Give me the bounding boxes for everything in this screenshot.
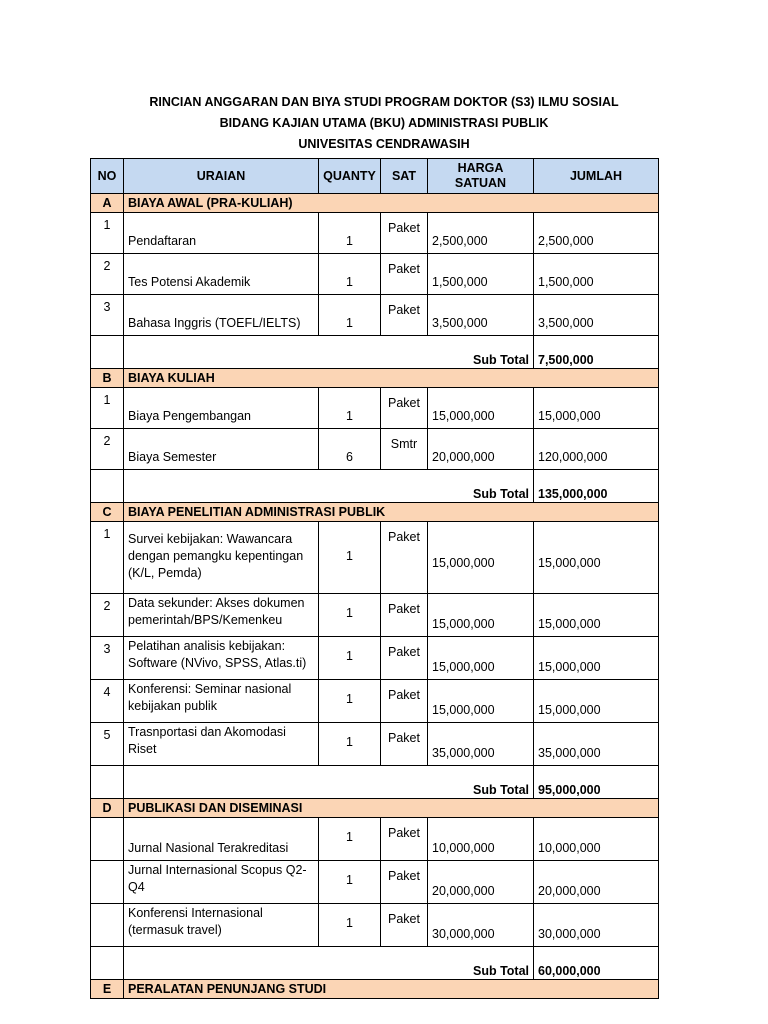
table-row [91,637,659,680]
item-unit: Smtr [381,429,428,470]
item-uraian: Jurnal Internasional Scopus Q2-Q4 [124,861,319,904]
item-uraian: Pelatihan analisis kebijakan: Software (NVivo, SPSS, Atlas.ti) [124,637,319,680]
item-no: 3 [91,295,124,336]
subtotal-label: Sub Total [124,766,534,799]
item-unit: Paket [381,295,428,336]
item-unit: Paket [381,861,428,904]
header-harga-line-1: HARGA [457,161,504,175]
item-uraian: Jurnal Nasional Terakreditasi [124,818,319,861]
item-amount: 30,000,000 [534,904,659,947]
item-unit: Paket [381,254,428,295]
subtotal-empty-cell [91,336,124,369]
subtotal-value: 135,000,000 [534,470,659,503]
table-row [91,723,659,766]
item-no: 1 [91,388,124,429]
document-title-block [0,92,768,155]
item-quantity: 1 [319,637,381,680]
table-row [91,254,659,295]
budget-table [90,158,659,999]
item-unit: Paket [381,522,428,594]
header-jumlah: JUMLAH [534,159,659,194]
table-header-row [91,159,659,194]
section-code: C [91,503,124,522]
item-quantity: 1 [319,723,381,766]
item-uraian: Tes Potensi Akademik [124,254,319,295]
subtotal-label: Sub Total [124,336,534,369]
item-unit: Paket [381,388,428,429]
title-line-3: UNIVESITAS CENDRAWASIH [298,137,470,151]
item-uraian: Trasnportasi dan Akomodasi Riset [124,723,319,766]
item-no: 1 [91,213,124,254]
subtotal-row [91,947,659,980]
item-no: 2 [91,594,124,637]
item-no: 2 [91,254,124,295]
header-harga-line-2: SATUAN [454,176,507,190]
section-code: B [91,369,124,388]
item-amount: 3,500,000 [534,295,659,336]
header-uraian: URAIAN [124,159,319,194]
item-quantity: 1 [319,594,381,637]
item-unit-price: 15,000,000 [428,522,534,594]
item-unit-price: 1,500,000 [428,254,534,295]
item-amount: 15,000,000 [534,637,659,680]
item-amount: 10,000,000 [534,818,659,861]
item-no: 1 [91,522,124,594]
item-unit: Paket [381,680,428,723]
item-unit: Paket [381,904,428,947]
item-no: 3 [91,637,124,680]
item-unit-price: 2,500,000 [428,213,534,254]
item-quantity: 1 [319,522,381,594]
header-harga-satuan [428,159,534,194]
item-no: 2 [91,429,124,470]
item-quantity: 1 [319,295,381,336]
table-row [91,818,659,861]
subtotal-row [91,470,659,503]
section-row [91,980,659,999]
header-quanty: QUANTY [319,159,381,194]
item-amount: 20,000,000 [534,861,659,904]
subtotal-empty-cell [91,766,124,799]
item-unit-price: 15,000,000 [428,388,534,429]
section-row [91,194,659,213]
item-unit-price: 35,000,000 [428,723,534,766]
table-row [91,861,659,904]
section-row [91,369,659,388]
section-title: PERALATAN PENUNJANG STUDI [124,980,659,999]
table-row [91,904,659,947]
section-title: BIAYA PENELITIAN ADMINISTRASI PUBLIK [124,503,659,522]
section-row [91,503,659,522]
item-unit: Paket [381,637,428,680]
item-uraian: Konferensi Internasional (termasuk travel) [124,904,319,947]
subtotal-row [91,336,659,369]
item-unit-price: 10,000,000 [428,818,534,861]
item-unit-price: 20,000,000 [428,429,534,470]
item-quantity: 6 [319,429,381,470]
item-uraian: Konferensi: Seminar nasional kebijakan publik [124,680,319,723]
item-no [91,904,124,947]
item-amount: 35,000,000 [534,723,659,766]
item-unit-price: 15,000,000 [428,680,534,723]
item-unit: Paket [381,213,428,254]
item-uraian: Data sekunder: Akses dokumen pemerintah/BPS/Kemenkeu [124,594,319,637]
item-unit-price: 30,000,000 [428,904,534,947]
subtotal-empty-cell [91,947,124,980]
item-quantity: 1 [319,213,381,254]
subtotal-empty-cell [91,470,124,503]
item-amount: 1,500,000 [534,254,659,295]
title-line-1: RINCIAN ANGGARAN DAN BIYA STUDI PROGRAM DOKTOR (S3) ILMU SOSIAL [149,95,619,109]
item-uraian: Pendaftaran [124,213,319,254]
section-code: A [91,194,124,213]
subtotal-label: Sub Total [124,470,534,503]
item-quantity: 1 [319,818,381,861]
item-quantity: 1 [319,254,381,295]
item-quantity: 1 [319,680,381,723]
subtotal-label: Sub Total [124,947,534,980]
table-row [91,680,659,723]
section-title: PUBLIKASI DAN DISEMINASI [124,799,659,818]
item-uraian: Bahasa Inggris (TOEFL/IELTS) [124,295,319,336]
subtotal-value: 95,000,000 [534,766,659,799]
title-line-2: BIDANG KAJIAN UTAMA (BKU) ADMINISTRASI PUBLIK [219,116,549,130]
item-amount: 15,000,000 [534,388,659,429]
table-row [91,213,659,254]
item-amount: 15,000,000 [534,522,659,594]
item-no: 5 [91,723,124,766]
item-unit-price: 20,000,000 [428,861,534,904]
header-no: NO [91,159,124,194]
item-no [91,818,124,861]
item-unit: Paket [381,594,428,637]
header-sat: SAT [381,159,428,194]
table-row [91,429,659,470]
section-row [91,799,659,818]
item-unit-price: 3,500,000 [428,295,534,336]
table-row [91,388,659,429]
item-no [91,861,124,904]
section-code: E [91,980,124,999]
item-quantity: 1 [319,904,381,947]
section-title: BIAYA KULIAH [124,369,659,388]
table-row [91,295,659,336]
item-amount: 15,000,000 [534,680,659,723]
item-unit: Paket [381,818,428,861]
item-no: 4 [91,680,124,723]
item-quantity: 1 [319,388,381,429]
item-amount: 120,000,000 [534,429,659,470]
item-amount: 15,000,000 [534,594,659,637]
table-row [91,594,659,637]
subtotal-value: 7,500,000 [534,336,659,369]
item-uraian: Survei kebijakan: Wawancara dengan pemangku kepentingan (K/L, Pemda) [124,522,319,594]
item-quantity: 1 [319,861,381,904]
subtotal-value: 60,000,000 [534,947,659,980]
item-unit: Paket [381,723,428,766]
item-uraian: Biaya Semester [124,429,319,470]
section-title: BIAYA AWAL (PRA-KULIAH) [124,194,659,213]
table-row [91,522,659,594]
section-code: D [91,799,124,818]
item-amount: 2,500,000 [534,213,659,254]
subtotal-row [91,766,659,799]
item-unit-price: 15,000,000 [428,594,534,637]
item-uraian: Biaya Pengembangan [124,388,319,429]
item-unit-price: 15,000,000 [428,637,534,680]
